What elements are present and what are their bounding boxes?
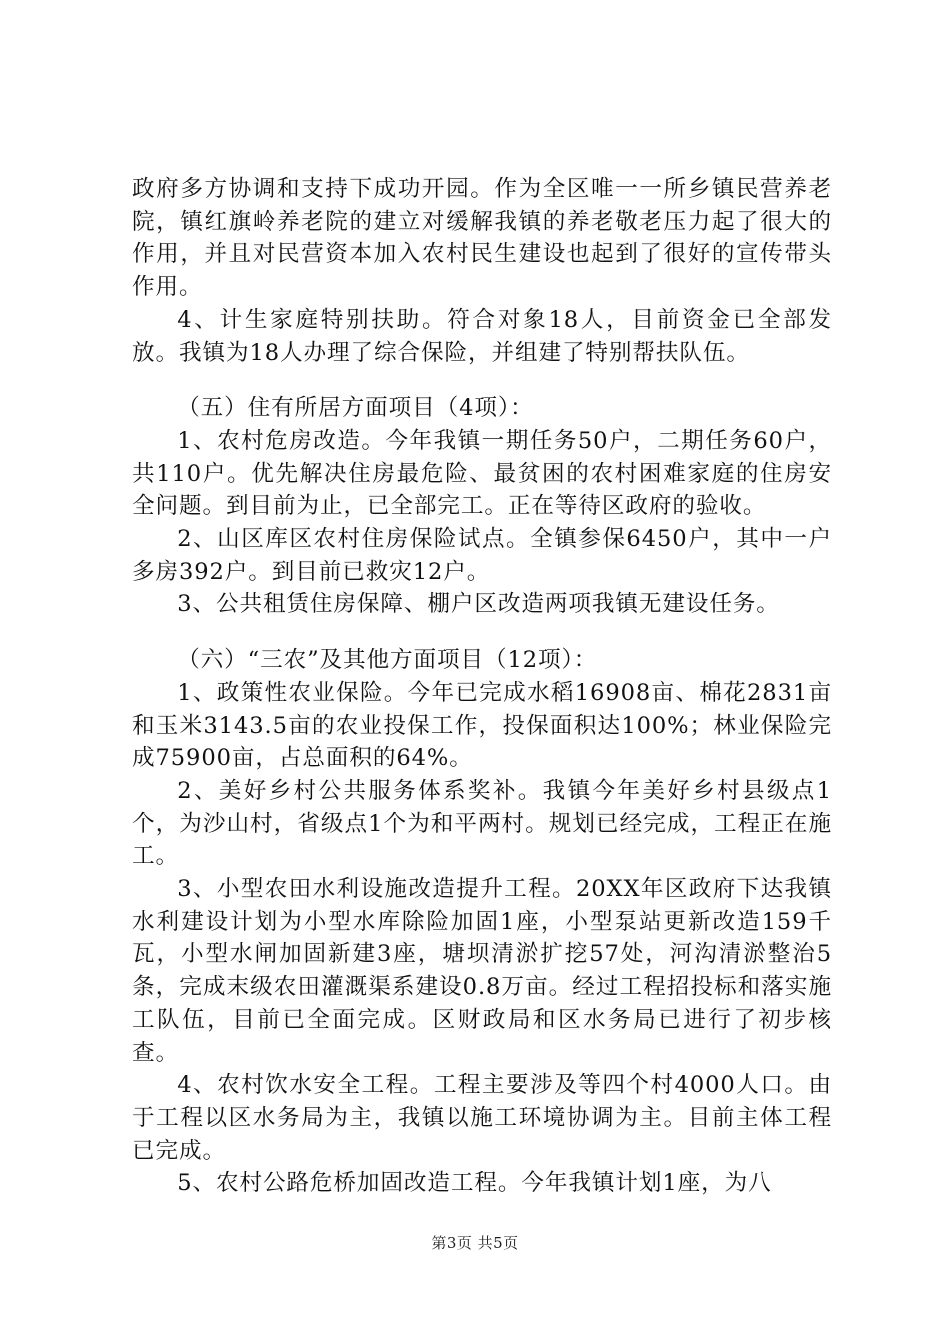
section-heading-housing: （五）住有所居方面项目（4项）： [177,395,534,422]
paragraph-family-planning: 4、计生家庭特别扶助。符合对象18人，目前资金已全部发放。我镇为18人办理了综合保险，并组建了特别帮扶队伍。 [132,306,832,366]
paragraph-drinking-water: 4、农村饮水安全工程。工程主要涉及等四个村4000人口。由于工程以区水务局为主，我镇以施工环境协调为主。目前主体工程已完成。 [132,1072,832,1164]
paragraph-continuation: 政府多方协调和支持下成功开园。作为全区唯一一所乡镇民营养老院，镇红旗岭养老院的建立对缓解我镇的养老敬老压力起了很大的作用，并且对民营资本加入农村民生建设也起到了很好的宣传带头作用。 [132,176,832,301]
paragraph-bridge-repair: 5、农村公路危桥加固改造工程。今年我镇计划1座，为八 [177,1170,772,1197]
paragraph-agri-insurance: 1、政策性农业保险。今年已完成水稻16908亩、棉花2831亩和玉米3143.5亩的农业投保工作，投保面积达100%；林业保险完成75900亩，占总面积的64%。 [132,679,832,772]
page-number-footer: 第3页 共5页 [431,1234,519,1252]
paragraph-water-conservancy: 3、小型农田水利设施改造提升工程。20XX年区政府下达我镇水利建设计划为小型水库除险加固1座，小型泵站更新改造159千瓦，小型水闸加固新建3座，塘坝清淤扩挖57处，河沟清淤整治5条，完成末级农田灌溉渠系建设0.8万亩。经过工程招投标和落实施工队伍，目前已全面完成。区财政局和区水务局已进行了初步核查。 [132,876,832,1066]
document-body [132,173,832,1200]
paragraph-housing-insurance: 2、山区库区农村住房保险试点。全镇参保6450户，其中一户多房392户。到目前已救灾12户。 [132,526,832,585]
paragraph-beautiful-village: 2、美好乡村公共服务体系奖补。我镇今年美好乡村县级点1个，为沙山村，省级点1个为和平两村。规划已经完成，工程正在施工。 [132,777,832,870]
paragraph-dilapidated-housing: 1、农村危房改造。今年我镇一期任务50户，二期任务60户，共110户。优先解决住房最危险、最贫困的农村困难家庭的住房安全问题。到目前为止，已全部完工。正在等待区政府的验收。 [132,427,832,520]
section-heading-agriculture: （六）“三农”及其他方面项目（12项）： [177,647,598,674]
paragraph-public-rental: 3、公共租赁住房保障、棚户区改造两项我镇无建设任务。 [177,591,780,618]
